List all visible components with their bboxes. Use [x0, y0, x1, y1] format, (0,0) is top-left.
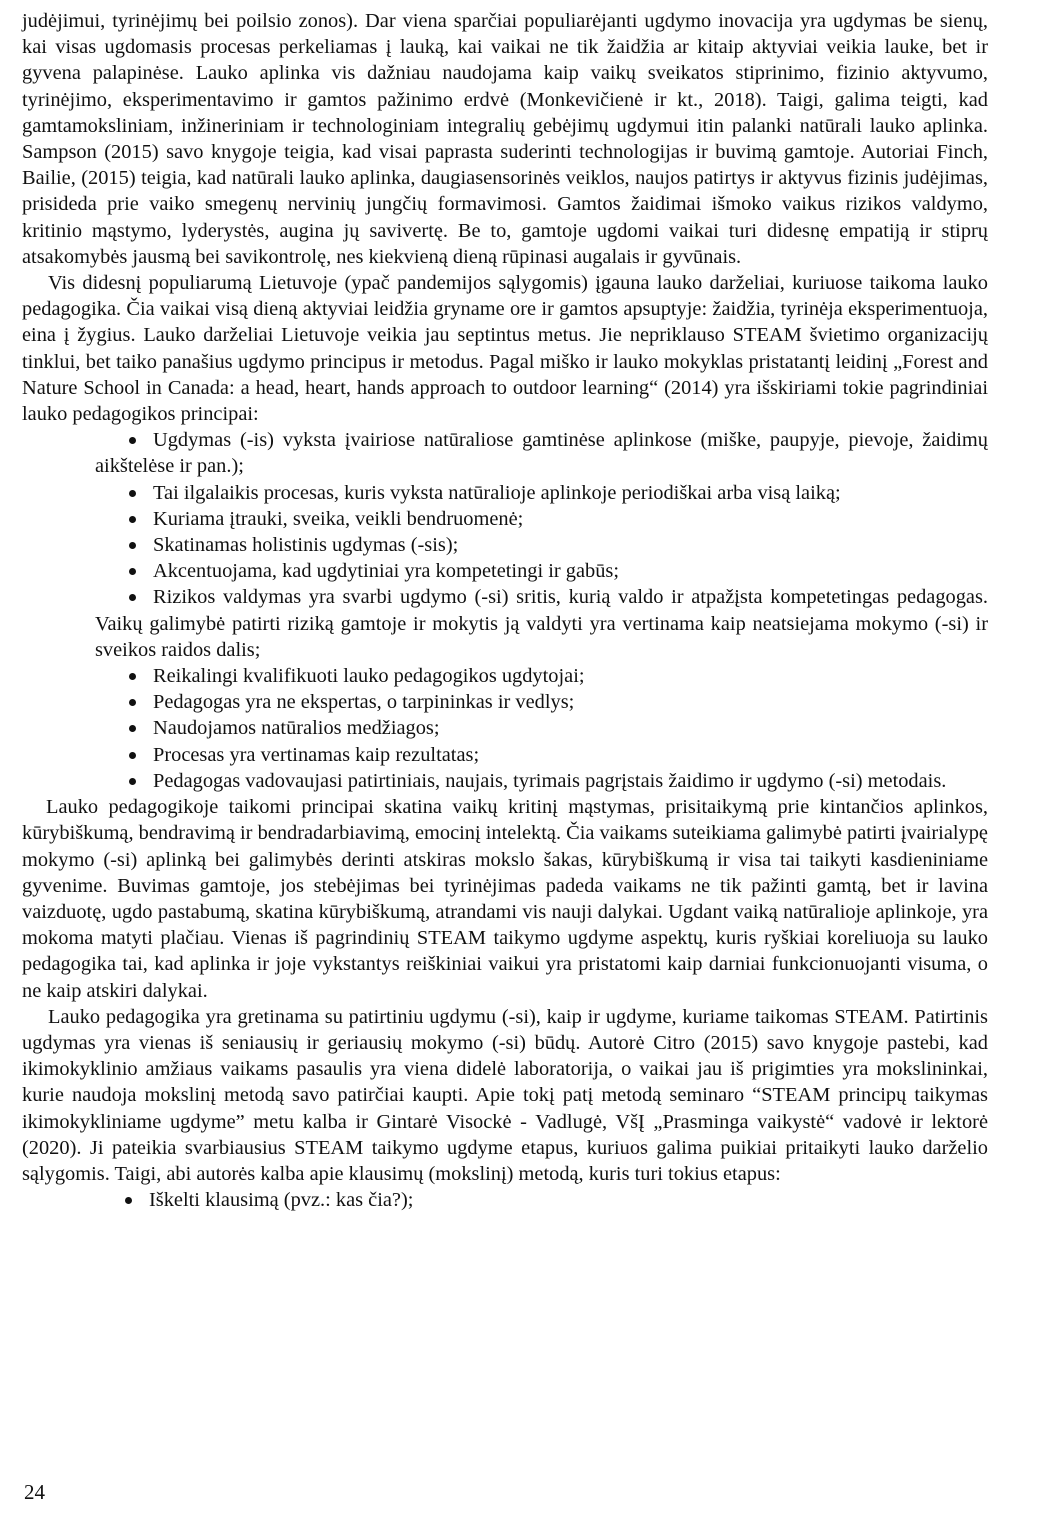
list-item: Procesas yra vertinamas kaip rezultatas; — [153, 743, 480, 766]
list-item: Kuriama įtrauki, sveika, veikli bendruomenė; — [153, 507, 524, 530]
paragraph-experiential-learning: Lauko pedagogika yra gretinama su patirtiniu ugdymu (-si), kaip ir ugdyme, kuriame taikomas STEAM. Patirtinis ugdymas yra vienas iš seniausių ir geriausių mokymo (-si) būdų. Autorė Citro (2015) savo knygoje pastebi, kad ikimokyklinio amžiaus vaikams pasaulis yra viena didelė laboratorija, o vaikai jau iš prigimties yra mokslininkai, kurie naudoja mokslinį metodą savo patirčiai kaupti. Apie tokį patį metodą seminaro “STEAM principų taikymas ikimokykliniame ugdyme” metu kalba ir Gintarė Visockė - Vadlugė, VšĮ „Prasminga vaikystė“ vadovė ir lektorė (2020). Ji pateikia svarbiausius STEAM taikymo ugdyme etapus, kuriuos galima puikiai pritaikyti lauko darželio sąlygomis. Taigi, abi autorės kalba apie klausimų (mokslinį) metodą, kuris turi tokius etapus: — [22, 1005, 988, 1185]
list-item: Akcentuojama, kad ugdytiniai yra kompetetingi ir gabūs; — [153, 560, 620, 583]
list-item: Tai ilgalaikis procesas, kuris vyksta natūralioje aplinkoje periodiškai arba visą laiką; — [153, 481, 841, 504]
list-item: Ugdymas (-is) vyksta įvairiose natūraliose gamtinėse aplinkose (miške, paupyje, pievoje, žaidimų aikštelėse ir pan.); — [95, 429, 988, 478]
list-item: Pedagogas yra ne ekspertas, o tarpininkas ir vedlys; — [153, 691, 575, 714]
list-item: Naudojamos natūralios medžiagos; — [153, 717, 440, 740]
list-item: Pedagogas vadovaujasi patirtiniais, naujais, tyrimais pagrįstais žaidimo ir ugdymo (-si) metodais. — [153, 769, 947, 792]
list-item: Skatinamas holistinis ugdymas (-sis); — [153, 534, 459, 557]
document-page — [22, 8, 988, 1213]
paragraph-outdoor-kindergartens: Vis didesnį populiarumą Lietuvoje (ypač pandemijos sąlygomis) įgauna lauko darželiai, kuriuose taikoma lauko pedagogika. Čia vaikai visą dieną aktyviai leidžia gryname ore ir gamtos apsuptyje: žaidžia, tyrinėja eksperimentuoja, eina į žygius. Lauko darželiai Lietuvoje veikia jau septintus metus. Jie nepriklauso STEAM švietimo organizacijų tinklui, bet taiko panašius ugdymo principus ir metodus. Pagal miško ir lauko mokyklas pristatantį leidinį „Forest and Nature School in Canada: a head, heart, hands approach to outdoor learning“ (2014) yra išskiriami tokie pagrindiniai lauko pedagogikos principai: — [22, 272, 988, 426]
principles-list — [22, 427, 988, 794]
list-item: Reikalingi kvalifikuoti lauko pedagogikos ugdytojai; — [153, 665, 585, 688]
list-item: Iškelti klausimą (pvz.: kas čia?); — [149, 1189, 414, 1212]
page-number: 24 — [24, 1480, 45, 1504]
stages-list — [22, 1187, 988, 1213]
paragraph-outdoor-environment: judėjimui, tyrinėjimų bei poilsio zonos). Dar viena sparčiai populiarėjanti ugdymo inovacija yra ugdymas be sienų, kai visas ugdomasis procesas perkeliamas į lauką, kai vaikai ne tik žaidžia ar kitaip aktyviai veikia lauke, bet ir gyvena palapinėse. Lauko aplinka vis dažniau naudojama kaip vaikų sveikatos stiprinimo, fizinio aktyvumo, tyrinėjimo, eksperimentavimo ir gamtos pažinimo erdvė (Monkevičienė ir kt., 2018). Taigi, galima teigti, kad gamtamoksliniam, inžineriniam ir technologiniam integralių gebėjimų ugdymui itin palanki natūrali lauko aplinka. Sampson (2015) savo knygoje teigia, kad visai paprasta suderinti technologijas ir buvimą gamtoje. Autoriai Finch, Bailie, (2015) teigia, kad natūrali lauko aplinka, daugiasensorinės veiklos, naujos patirtys ir aktyvus fizinis judėjimas, prisideda prie vaiko smegenų nervinių jungčių formavimosi. Gamtos žaidimai išmoko vaikus rizikos valdymo, kritinio mąstymo, lyderystės, augina jų savivertę. Be to, gamtoje ugdomi vaikai turi didesnę empatiją ir stiprų atsakomybės jausmą bei savikontrolę, nes kiekvieną dieną rūpinasi augalais ir gyvūnais. — [22, 10, 988, 268]
paragraph-principles-effects: Lauko pedagogikoje taikomi principai skatina vaikų kritinį mąstymas, prisitaikymą prie kintančios aplinkos, kūrybiškumą, bendravimą ir bendradarbiavimą, emocinį intelektą. Čia vaikams suteikiama galimybė patirti įvairialypę mokymo (-si) aplinką bei galimybės derinti atskiras mokslo šakas, kūrybiškumą ir visa tai taikyti kasdieniniame gyvenime. Buvimas gamtoje, jos stebėjimas bei tyrinėjimas padeda vaikams ne tik pažinti gamtą, bet ir lavina vaizduotę, ugdo pastabumą, skatina kūrybiškumą, atrandami vis nauji dalykai. Ugdant vaiką natūralioje aplinkoje, yra mokoma matyti plačiau. Vienas iš pagrindinių STEAM taikymo ugdyme aspektų, kuris ryškiai koreliuoja su lauko pedagogika tai, kad aplinka ir joje vykstantys reiškiniai vaikui yra pristatomi kaip darniai funkcionuojanti visuma, o ne kaip atskiri dalykai. — [22, 796, 988, 1002]
list-item: Rizikos valdymas yra svarbi ugdymo (-si) sritis, kurią valdo ir atpažįsta kompetetingas pedagogas. Vaikų galimybė patirti riziką gamtoje ir mokytis ją valdyti yra vertinama kaip neatsiejama mokymo (-si) ir sveikos raidos dalis; — [95, 586, 988, 661]
